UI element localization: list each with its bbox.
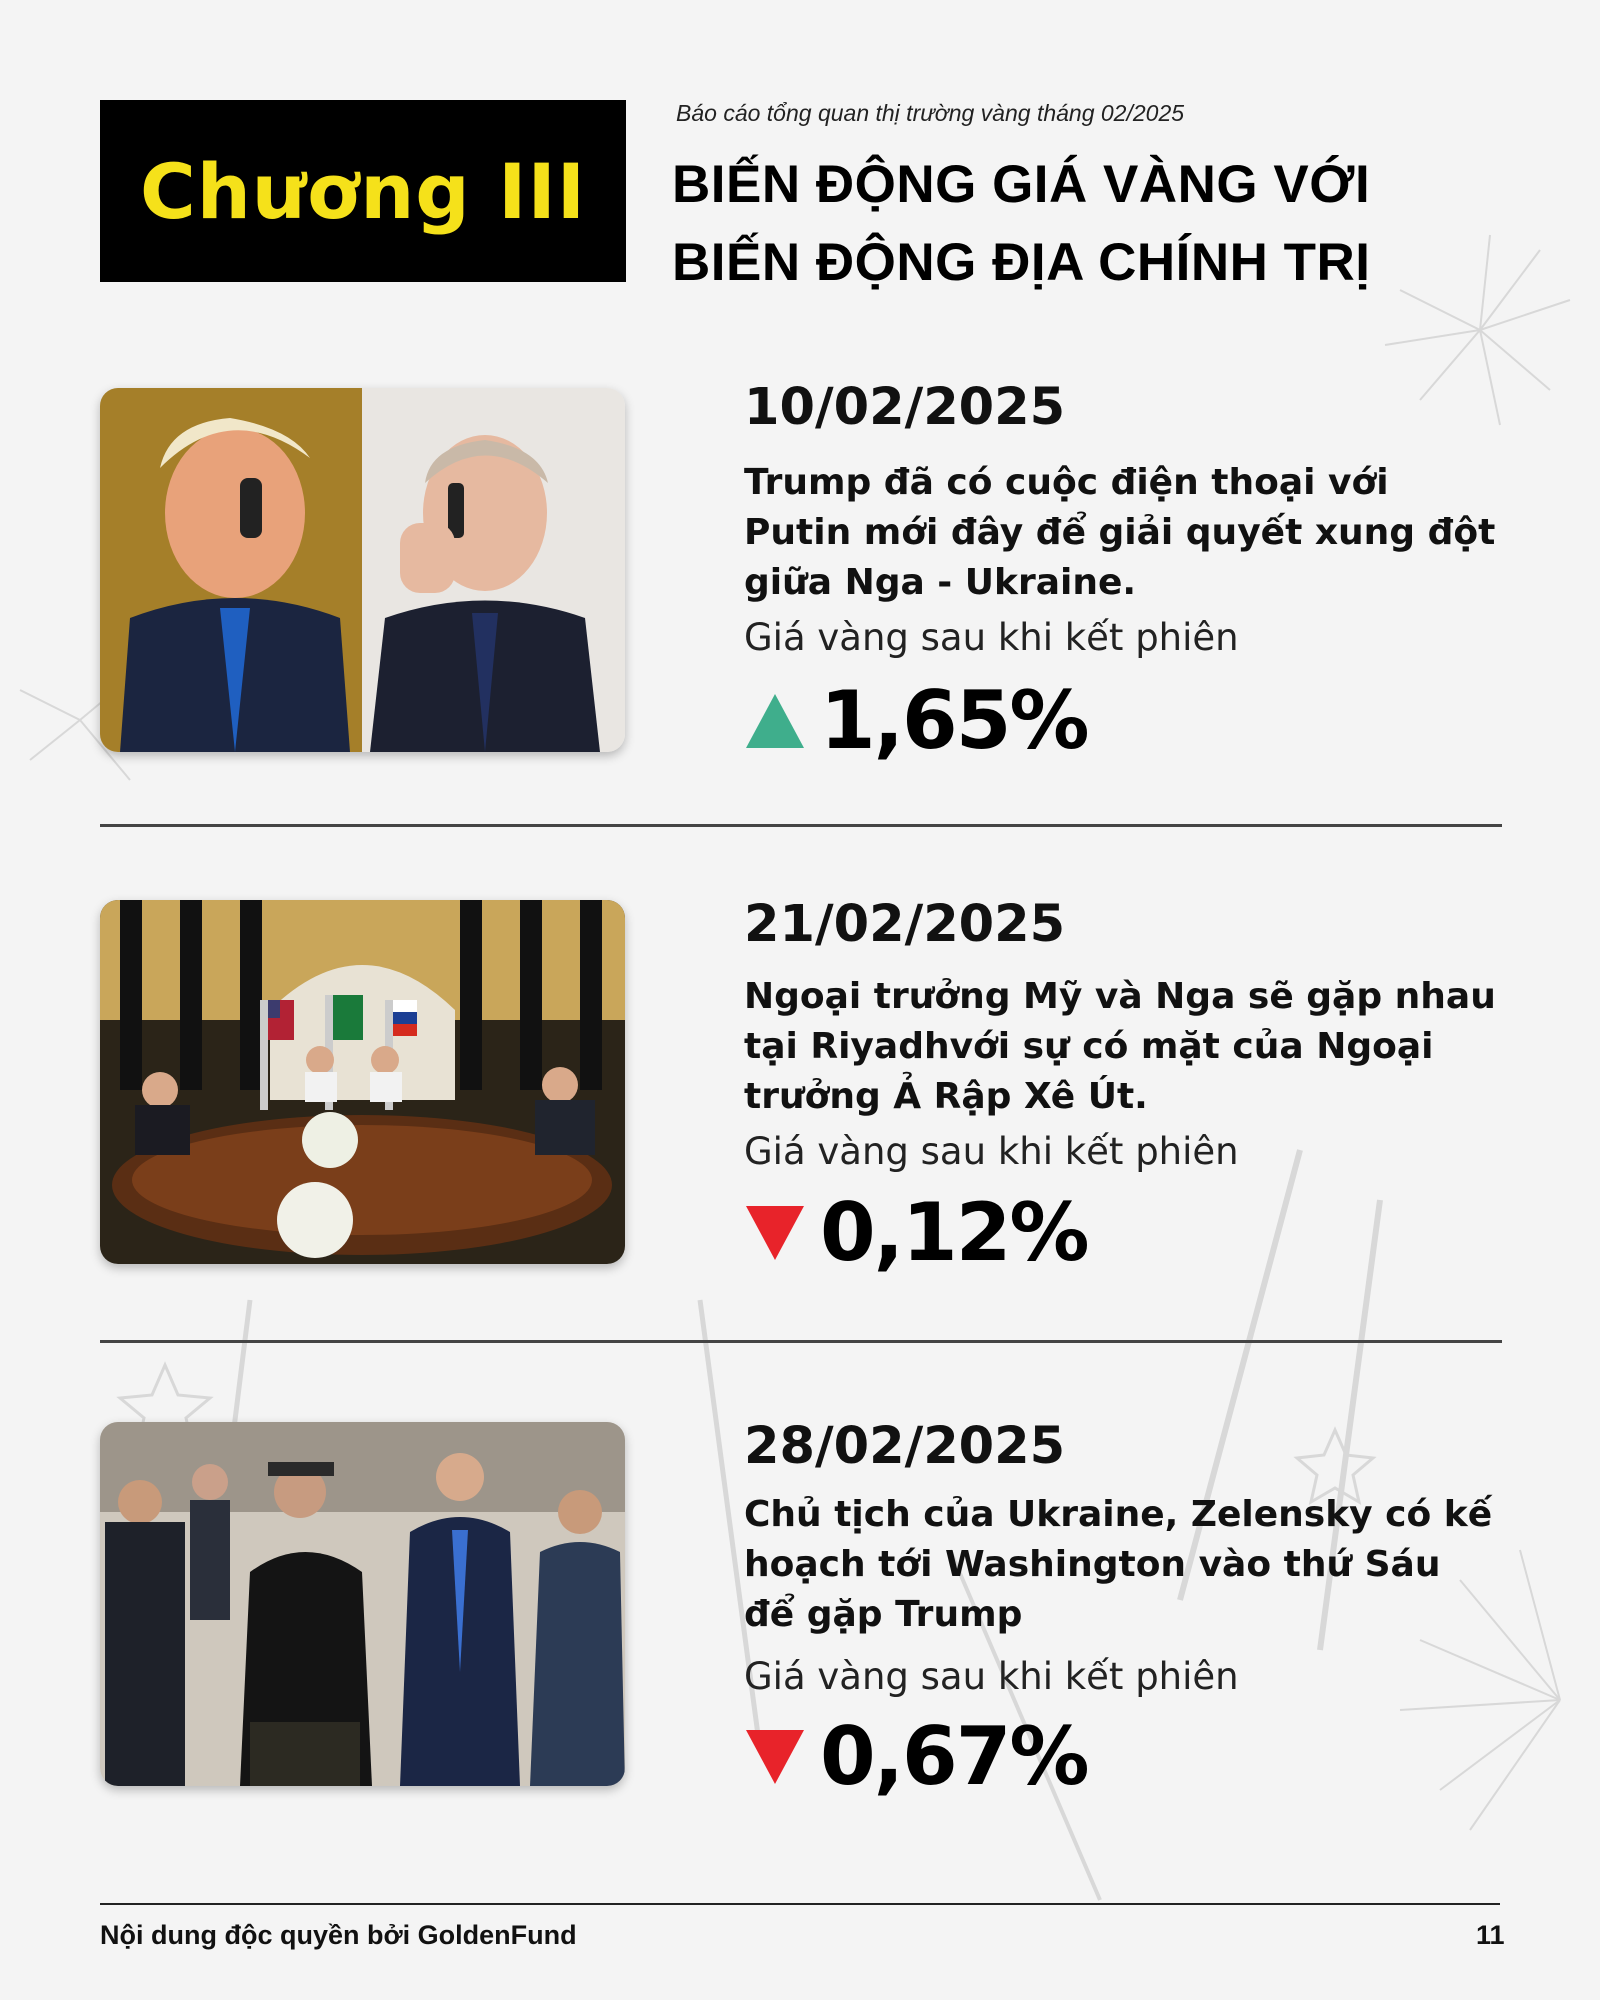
event-description-line: Putin mới đây để giải quyết xung đột [744,512,1496,553]
event-description-line: tại Riyadhvới sự có mặt của Ngoại [744,1026,1434,1067]
event-description [744,1490,1500,1640]
page-number: 11 [1476,1920,1505,1950]
price-change [744,1712,1088,1802]
section-divider [100,1340,1502,1343]
price-caption: Giá vàng sau khi kết phiên [744,616,1239,659]
event-photo-phone-call [100,388,625,752]
report-subtitle: Báo cáo tổng quan thị trường vàng tháng 02/2025 [676,100,1185,126]
price-change [744,1188,1088,1278]
chapter-label: Chương III [140,146,586,236]
event-date: 28/02/2025 [744,1417,1066,1476]
event-description-line: giữa Nga - Ukraine. [744,562,1137,603]
price-change-value: 0,67% [820,1710,1088,1803]
footer-credit: Nội dung độc quyền bởi GoldenFund [100,1920,577,1950]
event-date: 10/02/2025 [744,378,1066,437]
chapter-badge [100,100,626,282]
event-description-line: Chủ tịch của Ukraine, Zelensky có kế [744,1494,1493,1535]
page-title-line-1: BIẾN ĐỘNG GIÁ VÀNG VỚI [672,155,1371,214]
price-change-value: 0,12% [820,1186,1088,1279]
event-description-line: hoạch tới Washington vào thứ Sáu [744,1544,1441,1585]
down-arrow-icon [744,1726,806,1788]
footer-divider [100,1903,1500,1905]
event-photo-meeting [100,900,625,1264]
event-description-line: để gặp Trump [744,1594,1023,1635]
event-description [744,972,1500,1122]
event-description-line: trưởng Ả Rập Xê Út. [744,1076,1148,1117]
price-caption: Giá vàng sau khi kết phiên [744,1655,1239,1698]
price-caption: Giá vàng sau khi kết phiên [744,1130,1239,1173]
down-arrow-icon [744,1202,806,1264]
price-change-value: 1,65% [820,674,1088,767]
event-description-line: Ngoại trưởng Mỹ và Nga sẽ gặp nhau [744,976,1496,1017]
up-arrow-icon [744,690,806,752]
section-divider [100,824,1502,827]
price-change [744,676,1088,766]
event-photo-crowd [100,1422,625,1786]
event-date: 21/02/2025 [744,895,1066,954]
page-title-line-2: BIẾN ĐỘNG ĐỊA CHÍNH TRỊ [672,233,1371,292]
event-description [744,458,1500,608]
event-description-line: Trump đã có cuộc điện thoại với [744,462,1389,503]
